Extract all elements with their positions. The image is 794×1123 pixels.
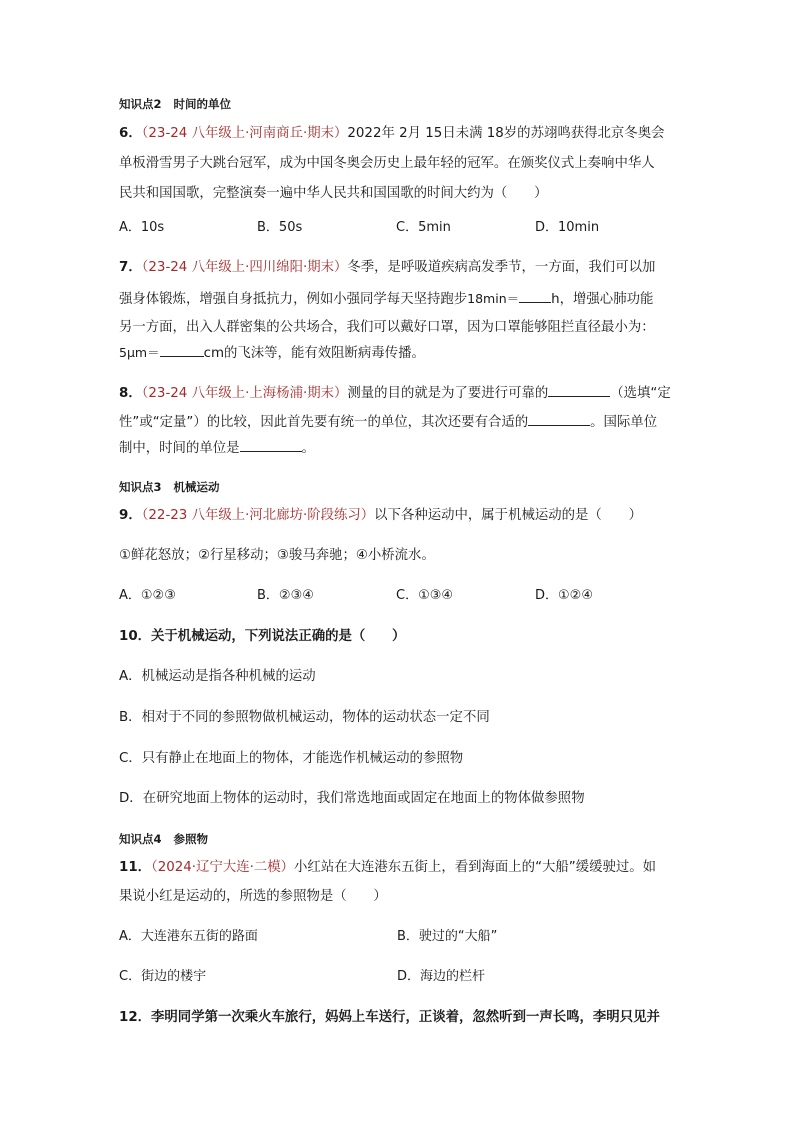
question-text: h，增强心肺功能 (551, 292, 654, 307)
question-number: 9． (119, 508, 142, 523)
q12-line-1 (119, 1008, 660, 1028)
question-text: 18min＝ (467, 291, 520, 306)
q6-option-d: D．10min (535, 220, 600, 235)
question-number: 7． (119, 260, 142, 275)
section-label: 知识点4 (119, 832, 162, 846)
question-source: （2024·辽宁大连·二模） (151, 860, 295, 875)
question-text: （选填“定 (610, 386, 671, 401)
section-title: 时间的单位 (173, 97, 232, 111)
question-source: （22-23 八年级上·河北廊坊·阶段练习） (141, 508, 375, 523)
question-source: （23-24 八年级上·四川绵阳·期末） (141, 260, 348, 275)
answer-blank[interactable] (519, 288, 551, 303)
answer-blank[interactable] (548, 382, 610, 397)
q8-line-3 (119, 437, 315, 459)
question-text: 小红站在大连港东五街上，看到海面上的“大船”缓缓驶过。如 (294, 860, 657, 875)
q11-option-a: A．大连港东五街的路面 (119, 929, 258, 944)
q10-option-a: A．机械运动是指各种机械的运动 (119, 669, 316, 684)
q6-option-c: C．5min (396, 220, 451, 235)
q7-line-2 (119, 288, 653, 310)
question-number: 8． (119, 386, 142, 401)
section-heading-reference-frame (119, 829, 208, 849)
question-number: 11． (119, 860, 152, 875)
question-text: 制中，时间的单位是 (119, 441, 240, 456)
q9-line-1 (119, 506, 642, 526)
section-label: 知识点3 (119, 480, 162, 494)
question-text: 测量的目的就是为了要进行可靠的 (347, 386, 549, 401)
q11-option-c: C．街边的楼宇 (119, 969, 207, 984)
section-heading-time-units (119, 94, 231, 114)
q9-option-c: C．①③④ (396, 588, 454, 603)
q9-option-a: A．①②③ (119, 588, 176, 603)
answer-blank[interactable] (160, 342, 204, 357)
q7-line-4 (119, 342, 425, 364)
answer-blank[interactable] (240, 437, 302, 452)
q6-line-3: 民共和国国歌，完整演奏一遍中华人民共和国国歌的时间大约为（ ） (119, 186, 548, 201)
q10-option-d: D．在研究地面上物体的运动时，我们常选地面或固定在地面上的物体做参照物 (119, 791, 585, 806)
q11-option-d: D．海边的栏杆 (397, 969, 486, 984)
question-text: 。 (301, 441, 315, 456)
q9-option-b: B．②③④ (257, 588, 314, 603)
question-source: （23-24 八年级上·河南商丘·期末） (141, 126, 348, 141)
q10-option-b: B．相对于不同的参照物做机械运动，物体的运动状态一定不同 (119, 710, 490, 725)
q6-option-a: A．10s (119, 220, 165, 235)
section-title: 机械运动 (173, 480, 220, 494)
q10-stem (119, 627, 405, 647)
question-text: 冬季，是呼吸道疾病高发季节，一方面，我们可以加 (347, 260, 656, 275)
q7-line-1 (119, 258, 655, 278)
question-text: 2022年 2月 15日未满 18岁的苏翊鸣获得北京冬奥会 (347, 126, 665, 141)
question-text: 强身体锻炼，增强自身抵抗力，例如小强同学每天坚持跑步 (119, 292, 468, 307)
question-source: （23-24 八年级上·上海杨浦·期末） (141, 386, 348, 401)
q11-line-2: 果说小红是运动的，所选的参照物是（ ） (119, 889, 387, 904)
q7-line-3: 另一方面，出入人群密集的公共场合，我们可以戴好口罩，因为口罩能够阻拦直径最小为： (119, 320, 655, 335)
section-heading-mechanical-motion (119, 477, 220, 497)
q11-line-1 (119, 858, 656, 878)
question-text: 12．李明同学第一次乘火车旅行，妈妈上车送行，正谈着，忽然听到一声长鸣，李明只见并 (119, 1010, 660, 1025)
q6-line-2: 单板滑雪男子大跳台冠军，成为中国冬奥会历史上最年轻的冠军。在颁奖仪式上奏响中华人 (119, 156, 655, 171)
question-text: 。国际单位 (590, 415, 658, 430)
q6-option-b: B．50s (257, 220, 303, 235)
q6-line-1 (119, 124, 664, 144)
section-title: 参照物 (173, 832, 209, 846)
question-text: 性”或“定量”）的比较，因此首先要有统一的单位，其次还要有合适的 (119, 415, 529, 430)
question-text: 5μm＝ (119, 345, 160, 360)
answer-blank[interactable] (528, 411, 590, 426)
question-text: 以下各种运动中，属于机械运动的是（ ） (374, 508, 642, 523)
q8-line-1 (119, 382, 671, 404)
q10-option-c: C．只有静止在地面上的物体，才能选作机械运动的参照物 (119, 751, 464, 766)
q9-line-2: ①鲜花怒放；②行星移动；③骏马奔驰；④小桥流水。 (119, 548, 435, 563)
question-text: 10．关于机械运动，下列说法正确的是（ ） (119, 629, 406, 644)
question-number: 6． (119, 126, 142, 141)
question-text: cm的飞沫等，能有效阻断病毒传播。 (203, 346, 425, 361)
section-label: 知识点2 (119, 97, 162, 111)
q9-option-d: D．①②④ (535, 588, 593, 603)
q8-line-2 (119, 411, 657, 433)
q11-option-b: B．驶过的“大船” (397, 929, 498, 944)
